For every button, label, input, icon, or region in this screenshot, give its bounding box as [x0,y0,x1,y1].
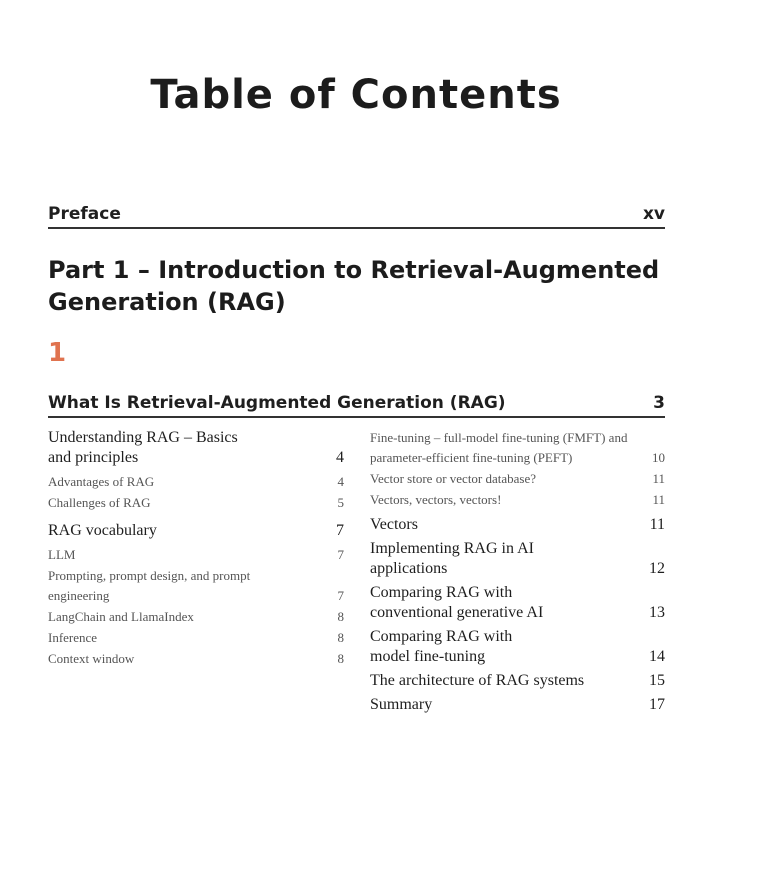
toc-entry-vectors[interactable] [370,515,665,535]
toc-entry-title: Implementing RAG in AI applications [370,540,534,577]
toc-entry-title: Fine-tuning – full-model fine-tuning (FMFT) and parameter-efficient fine-tuning (PEFT) [370,430,628,465]
toc-entry-prompting[interactable] [48,566,344,606]
toc-entry-title: Comparing RAG with conventional generative AI [370,584,544,621]
toc-entry-title: Vectors [370,516,418,533]
toc-entry-title: Advantages of RAG [48,474,155,489]
toc-entry-page: 10 [652,450,665,465]
toc-entry-title: RAG vocabulary [48,522,157,539]
toc-entry-langchain[interactable] [48,607,344,627]
part-title: Part 1 – Introduction to Retrieval-Augmented Generation (RAG) [48,256,660,316]
toc-entry-context-window[interactable] [48,649,344,669]
toc-entry-vocabulary[interactable] [48,521,344,541]
toc-entry-page: 11 [649,516,665,533]
toc-entry-title: Vector store or vector database? [370,471,537,486]
toc-entry-title: Comparing RAG with model fine-tuning [370,628,513,665]
toc-entry-page: 7 [336,522,344,539]
toc-entry-page: 7 [337,547,344,562]
toc-entry-page: 8 [337,630,344,645]
toc-entry-title: Inference [48,630,98,645]
toc-entry-page: 12 [649,560,665,577]
toc-entry-page: 5 [337,495,344,510]
toc-entry-title: Understanding RAG – Basics and principles [48,429,238,466]
toc-entry-page: 7 [337,588,344,603]
toc-entry-summary[interactable] [370,695,665,715]
toc-entry-title: LLM [48,547,76,562]
page-title: Table of Contents [150,72,562,118]
toc-entry-vectors-vectors[interactable] [370,490,665,510]
toc-entry-page: 14 [649,648,665,665]
toc-left-column [48,428,344,670]
toc-entry-title: LangChain and LlamaIndex [48,609,194,624]
toc-entry-page: 17 [649,696,665,713]
toc-right-column [370,428,665,719]
toc-entry-comparing-fine-tuning[interactable] [370,627,665,667]
chapter-page: 3 [653,393,665,413]
toc-entry-comparing-generative[interactable] [370,583,665,623]
toc-entry-title: The architecture of RAG systems [370,672,585,689]
toc-entry-llm[interactable] [48,545,344,565]
preface-entry[interactable] [48,204,665,229]
toc-entry-fine-tuning[interactable] [370,428,665,468]
toc-entry-vector-store[interactable] [370,469,665,489]
toc-entry-advantages[interactable] [48,472,344,492]
toc-entry-page: 8 [337,609,344,624]
toc-entry-page: 4 [336,449,344,466]
toc-entry-page: 13 [649,604,665,621]
toc-entry-page: 8 [337,651,344,666]
toc-entry-challenges[interactable] [48,493,344,513]
chapter-number: 1 [48,338,67,368]
toc-entry-implementing[interactable] [370,539,665,579]
toc-entry-understanding[interactable] [48,428,344,468]
toc-entry-page: 11 [652,471,665,486]
toc-entry-page: 11 [652,492,665,507]
toc-entry-title: Challenges of RAG [48,495,151,510]
toc-entry-title: Context window [48,651,135,666]
chapter-title: What Is Retrieval-Augmented Generation (RAG) [48,393,506,413]
toc-entry-page: 15 [649,672,665,689]
preface-page: xv [642,204,665,224]
preface-label: Preface [48,204,121,224]
toc-entry-inference[interactable] [48,628,344,648]
chapter-entry[interactable] [48,393,665,418]
toc-entry-title: Summary [370,696,433,713]
toc-entry-title: Vectors, vectors, vectors! [370,492,502,507]
toc-entry-architecture[interactable] [370,671,665,691]
toc-entry-title: Prompting, prompt design, and prompt engineering [48,568,251,603]
toc-entry-page: 4 [337,474,344,489]
